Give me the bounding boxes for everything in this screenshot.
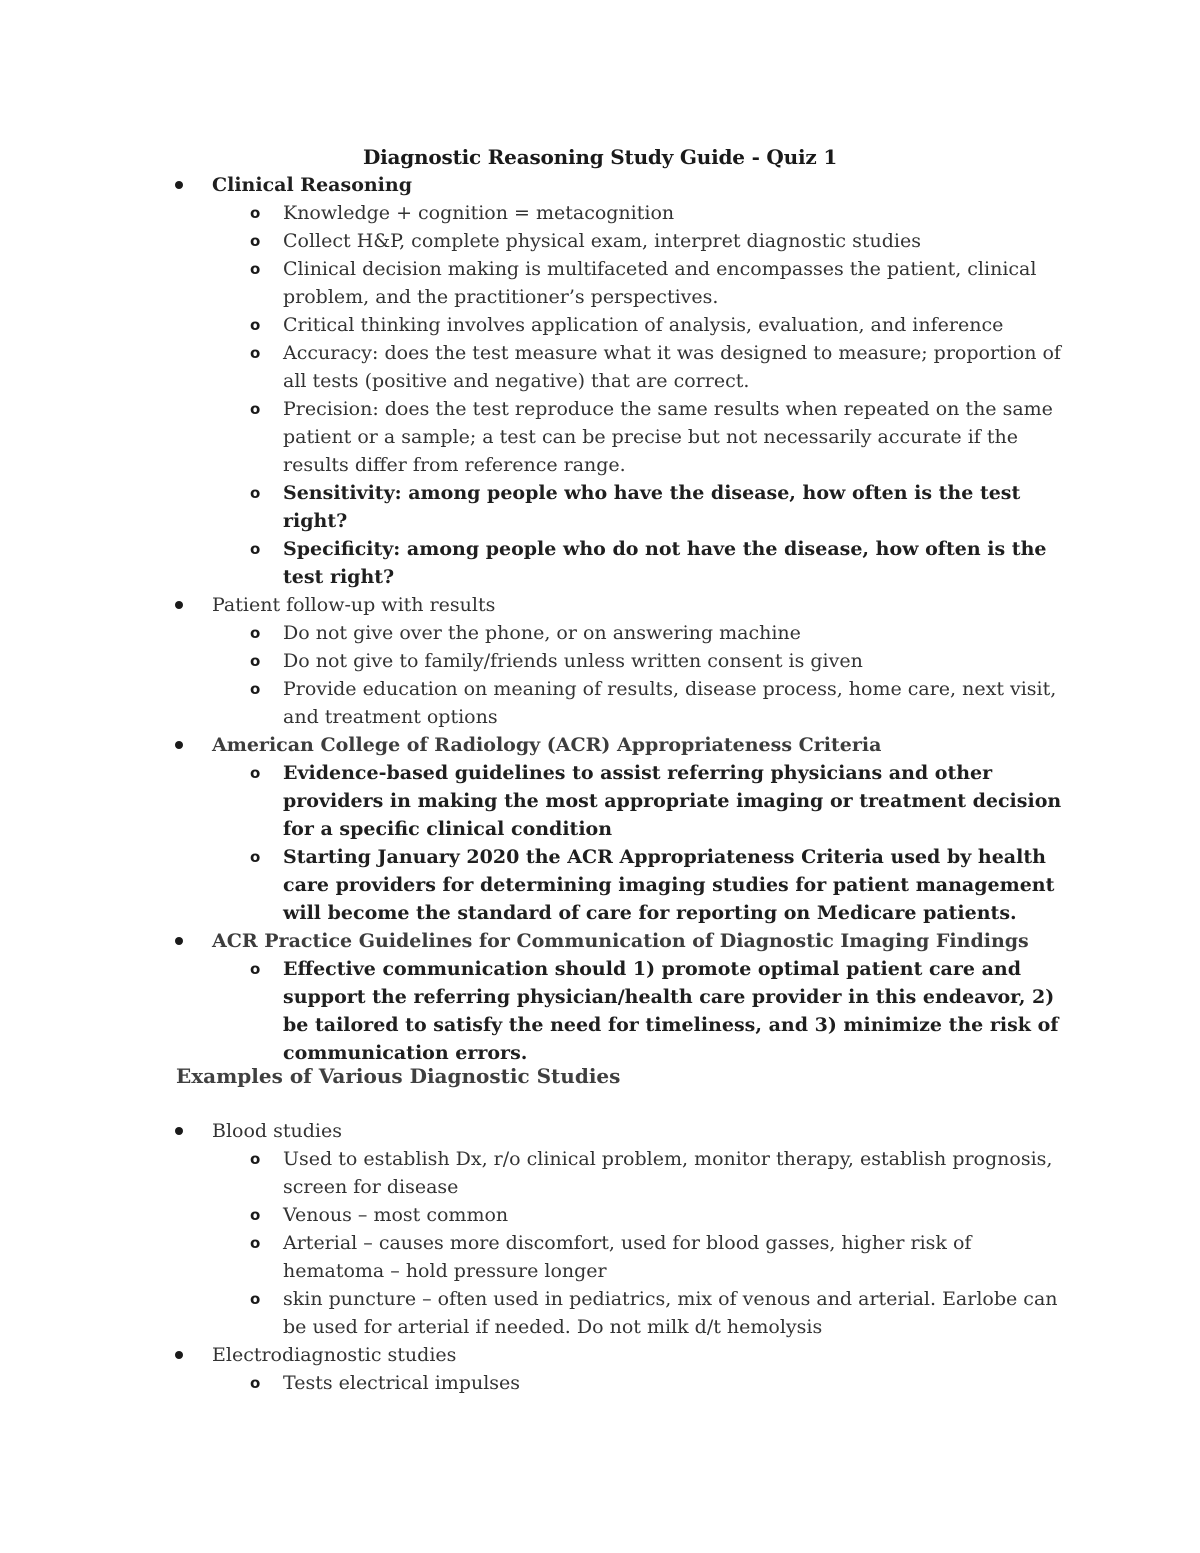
list-item (0, 1117, 1072, 1341)
sub-list-item: o Precision: does the test reproduce the same results when repeated on the same patient or a sample; a test can be precise but not necessarily accurate if the results differ from reference range. (283, 395, 1073, 479)
sub-list (212, 619, 1072, 731)
sub-list-item: o Critical thinking involves application of analysis, evaluation, and inference (283, 311, 1073, 339)
sub-list-item: o Tests electrical impulses (283, 1369, 1073, 1397)
section-studies-list (0, 1117, 1200, 1397)
sub-list (212, 199, 1072, 591)
sub-list-item: o Effective communication should 1) promote optimal patient care and support the referring physician/health care provider in this endeavor, 2) be tailored to satisfy the need for timeliness, and 3) minimize the risk of communication errors. (283, 955, 1073, 1067)
list-item (0, 591, 1072, 731)
bullet-label: Blood studies (212, 1120, 342, 1142)
section-heading: Examples of Various Diagnostic Studies (176, 1064, 621, 1088)
sub-list-item: o skin puncture – often used in pediatrics, mix of venous and arterial. Earlobe can be used for arterial if needed. Do not milk d/t hemolysis (283, 1285, 1073, 1341)
bullet-label: American College of Radiology (ACR) Appropriateness Criteria (212, 734, 882, 756)
sub-list (212, 1145, 1072, 1341)
sub-list-item: o Collect H&P, complete physical exam, interpret diagnostic studies (283, 227, 1073, 255)
sub-list-item: o Venous – most common (283, 1201, 1073, 1229)
sub-list-item: o Evidence-based guidelines to assist referring physicians and other providers in making the most appropriate imaging or treatment decision for a specific clinical condition (283, 759, 1073, 843)
sub-list-item: o Specificity: among people who do not have the disease, how often is the test right? (283, 535, 1073, 591)
sub-list (212, 1369, 1072, 1397)
sub-list-item: o Arterial – causes more discomfort, used for blood gasses, higher risk of hematoma – hold pressure longer (283, 1229, 1073, 1285)
sub-list-item: o Do not give over the phone, or on answering machine (283, 619, 1073, 647)
sub-list-item: o Sensitivity: among people who have the disease, how often is the test right? (283, 479, 1073, 535)
sub-list-item: o Accuracy: does the test measure what it was designed to measure; proportion of all tests (positive and negative) that are correct. (283, 339, 1073, 395)
sub-list (212, 759, 1072, 927)
sub-list-item: o Knowledge + cognition = metacognition (283, 199, 1073, 227)
bullet-label: Clinical Reasoning (212, 174, 412, 196)
sub-list-item: o Used to establish Dx, r/o clinical problem, monitor therapy, establish prognosis, screen for disease (283, 1145, 1073, 1201)
bullet-label: Patient follow-up with results (212, 594, 496, 616)
sub-list-item: o Clinical decision making is multifaceted and encompasses the patient, clinical problem, and the practitioner’s perspectives. (283, 255, 1073, 311)
section-clinical-list (0, 171, 1200, 1067)
sub-list-item: o Do not give to family/friends unless written consent is given (283, 647, 1073, 675)
list-item (0, 171, 1072, 591)
document-title: Diagnostic Reasoning Study Guide - Quiz 1 (362, 145, 838, 169)
list-item (0, 731, 1072, 927)
sub-list (212, 955, 1072, 1067)
bullet-label: Electrodiagnostic studies (212, 1344, 457, 1366)
sub-list-item: o Starting January 2020 the ACR Appropriateness Criteria used by health care providers for determining imaging studies for patient management will become the standard of care for reporting on Medicare patients. (283, 843, 1073, 927)
list-item (0, 1341, 1072, 1397)
bullet-label: ACR Practice Guidelines for Communication of Diagnostic Imaging Findings (212, 930, 1029, 952)
list-item (0, 927, 1072, 1067)
sub-list-item: o Provide education on meaning of results, disease process, home care, next visit, and treatment options (283, 675, 1073, 731)
